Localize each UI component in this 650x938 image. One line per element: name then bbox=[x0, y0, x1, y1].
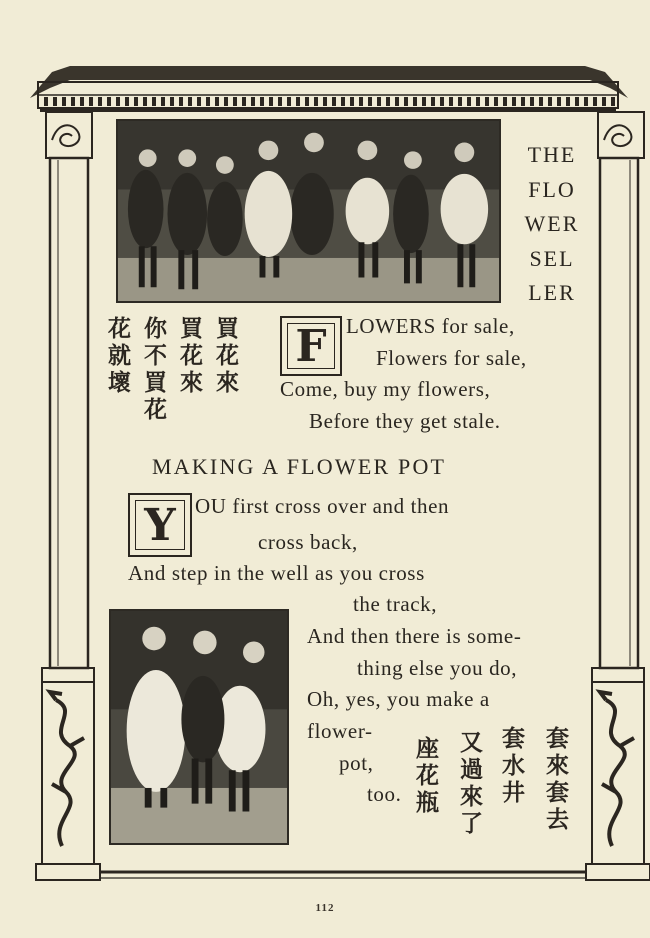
rhyme2-line: OU first cross over and then bbox=[195, 494, 450, 518]
rhyme1-line: LOWERS for sale, bbox=[346, 314, 515, 338]
chinese-column: 花就壞 bbox=[104, 316, 130, 397]
chinese-column: 座花瓶 bbox=[412, 736, 438, 817]
rhyme2-line: thing else you do, bbox=[357, 656, 518, 680]
rhyme2-line: too. bbox=[367, 782, 402, 806]
rhyme1-line: Flowers for sale, bbox=[376, 346, 527, 370]
section-heading: MAKING A FLOWER POT bbox=[152, 454, 447, 479]
title-line: LER bbox=[528, 280, 576, 305]
title-line: WER bbox=[524, 211, 580, 236]
rhyme2-line: And then there is some- bbox=[307, 624, 522, 648]
rhyme2-line: cross back, bbox=[258, 530, 358, 554]
page-number: 112 bbox=[315, 902, 335, 914]
title-line: FLO bbox=[528, 176, 576, 202]
chinese-column: 買花來 bbox=[212, 316, 238, 397]
children-line-photo bbox=[116, 119, 501, 303]
chinese-column: 又過來了 bbox=[456, 730, 482, 838]
rhyme2-line: pot, bbox=[339, 751, 374, 775]
chinese-column: 你不買花 bbox=[140, 316, 166, 424]
rhyme2-line: And step in the well as you cross bbox=[128, 561, 425, 585]
title-line: THE bbox=[527, 142, 577, 167]
rhyme2-line: flower- bbox=[307, 719, 373, 743]
chinese-column: 套水井 bbox=[498, 726, 524, 807]
chinese-column: 買花來 bbox=[176, 316, 202, 397]
chinese-column: 套來套去 bbox=[542, 726, 568, 834]
rhyme1-line: Before they get stale. bbox=[309, 409, 501, 433]
title-line: SEL bbox=[529, 245, 575, 271]
children-circle-photo bbox=[109, 609, 289, 845]
drop-cap-y: Y bbox=[128, 493, 192, 557]
rhyme2-line: Oh, yes, you make a bbox=[307, 687, 490, 711]
rhyme1-line: Come, buy my flowers, bbox=[280, 377, 491, 401]
page-title bbox=[512, 138, 592, 311]
drop-cap-f: F bbox=[280, 316, 342, 376]
rhyme2-line: the track, bbox=[353, 592, 438, 616]
